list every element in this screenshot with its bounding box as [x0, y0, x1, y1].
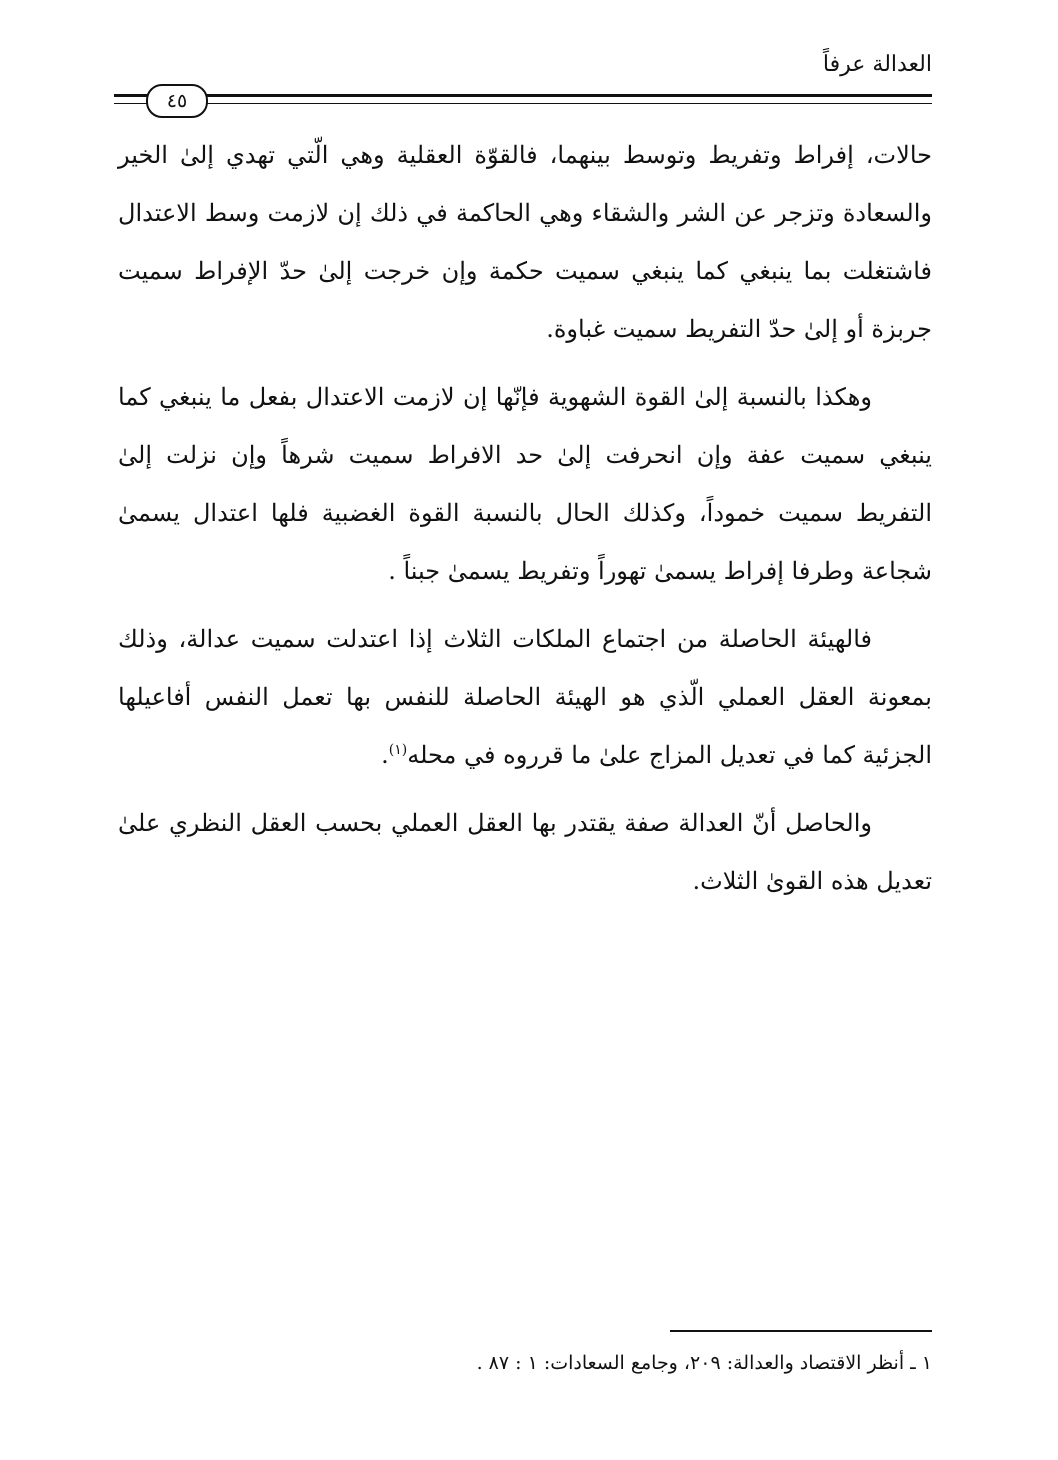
paragraph-3 — [118, 610, 932, 784]
footnote-separator — [670, 1330, 932, 1332]
body-text — [118, 126, 932, 920]
header-rule-thin — [114, 103, 932, 104]
header-rule-thick — [114, 94, 932, 97]
running-title: العدالة عرفاً — [822, 52, 932, 77]
paragraph-2: وهكذا بالنسبة إلىٰ القوة الشهوية فإنّها إن لازمت الاعتدال بفعل ما ينبغي كما ينبغي سميت عفة وإن انحرفت إلىٰ حد الافراط سميت شرهاً وإن نزلت إلىٰ التفريط سميت خموداً، وكذلك الحال بالنسبة القوة الغضبية فلها اعتدال يسمىٰ شجاعة وطرفا إفراط يسمىٰ تهوراً وتفريط يسمىٰ جبناً . — [118, 383, 932, 585]
paragraph-3-text: فالهيئة الحاصلة من اجتماع الملكات الثلاث إذا اعتدلت سميت عدالة، وذلك بمعونة العقل العملي الّذي هو الهيئة الحاصلة للنفس بها تعمل النفس أفاعيلها الجزئية كما في تعديل المزاج علىٰ ما قرروه في محله — [118, 625, 932, 769]
footnote-reference: (١) — [388, 742, 408, 758]
paragraph-4: والحاصل أنّ العدالة صفة يقتدر بها العقل العملي بحسب العقل النظري علىٰ تعديل هذه القوىٰ الثلاث. — [118, 809, 932, 895]
page-number: ٤٥ — [146, 84, 208, 118]
paragraph-3-end: . — [381, 741, 389, 769]
footnote: ١ ـ أنظر الاقتصاد والعدالة: ٢٠٩، وجامع السعادات: ١ : ٨٧ . — [476, 1352, 932, 1374]
paragraph-1: حالات، إفراط وتفريط وتوسط بينهما، فالقوّة العقلية وهي الّتي تهدي إلىٰ الخير والسعادة وتزجر عن الشر والشقاء وهي الحاكمة في ذلك إن لازمت وسط الاعتدال فاشتغلت بما ينبغي كما ينبغي سميت حكمة وإن خرجت إلىٰ حدّ الإفراط سميت جربزة أو إلىٰ حدّ التفريط سميت غباوة. — [118, 141, 932, 343]
